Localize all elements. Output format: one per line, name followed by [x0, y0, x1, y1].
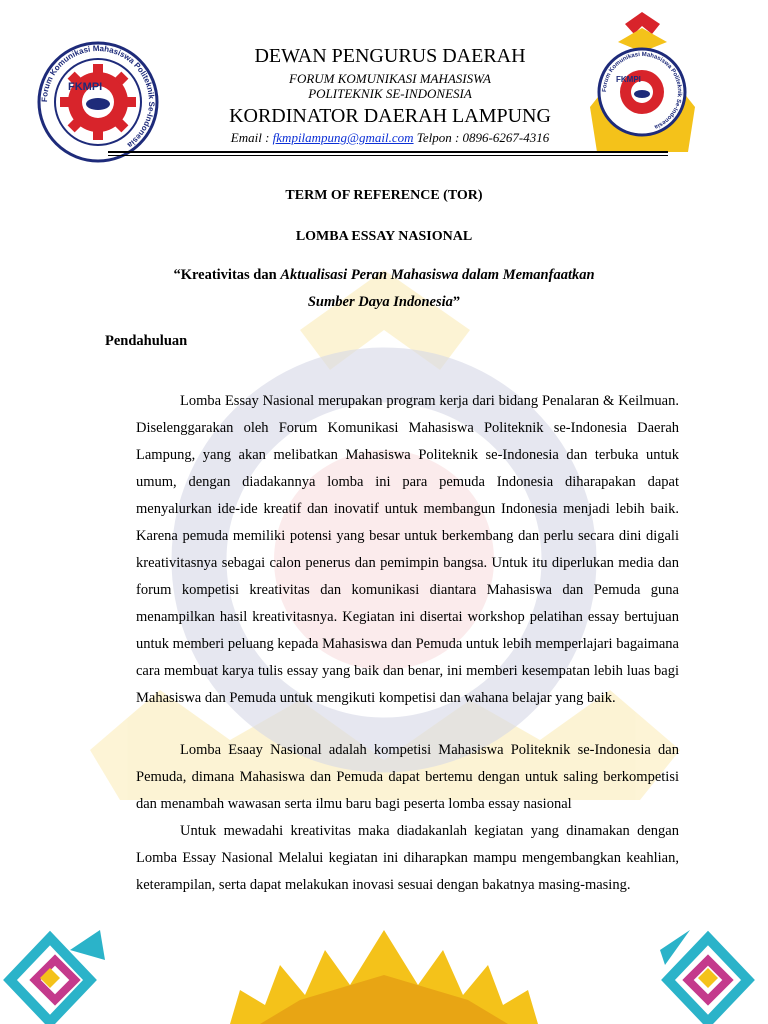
theme-italic-2: Sumber Daya Indonesia: [307, 294, 453, 310]
right-tapis-ornament: [660, 930, 748, 1022]
fkmpi-left-logo: [36, 40, 160, 164]
letterhead-org-line2: POLITEKNIK SE-INDONESIA: [308, 86, 472, 101]
email-link[interactable]: fkmpilampung@gmail.com: [272, 130, 414, 145]
theme-line-1: [0, 267, 768, 284]
header-divider-thick: [108, 151, 668, 153]
right-logo-ring-text: Forum Komunikasi Mahasiswa Politeknik Se-Indonesia: [601, 51, 683, 130]
letterhead-contact: [170, 130, 610, 145]
header-divider-thin: [108, 155, 668, 156]
left-tapis-ornament: [10, 930, 105, 1022]
theme-open: “Kreativitas dan: [173, 267, 281, 283]
right-logo-letters: FKMPI: [616, 75, 641, 84]
center-crown-ornament: [230, 930, 538, 1024]
letterhead-region: KORDINATOR DAERAH LAMPUNG: [229, 105, 551, 127]
section-heading: Pendahuluan: [105, 333, 188, 349]
event-title: LOMBA ESSAY NASIONAL: [295, 229, 473, 244]
letterhead-org-line1: FORUM KOMUNIKASI MAHASISWA: [289, 71, 491, 86]
left-logo-ring-text: Forum Komunikasi Mahasiswa Politeknik Se-Indonesia: [39, 43, 157, 150]
bottom-ornament: [0, 920, 768, 1024]
phone-text: Telpon : 0896-6267-4316: [413, 130, 550, 145]
paragraph-2: Lomba Esaay Nasional adalah kompetisi Mahasiswa Politeknik se-Indonesia dan Pemuda, dimana Mahasiswa dan Pemuda dapat bertemu dengan untuk saling berkompetisi dan menambah wawasan serta ilmu baru bagi peserta lomba essay nasional: [136, 742, 679, 812]
tor-title: TERM OF REFERENCE (TOR): [285, 188, 483, 203]
email-label: Email :: [230, 130, 273, 145]
theme-line-2: [0, 294, 768, 311]
left-logo-letters: FKMPI: [68, 81, 103, 93]
theme-close: ”: [452, 294, 461, 310]
paragraph-3: Untuk mewadahi kreativitas maka diadakanlah kegiatan yang dinamakan dengan Lomba Essay Nasional Melalui kegiatan ini diharapkan mampu mengembangkan keahlian, keterampilan, serta dapat melakukan inovasi sesuai dengan bakatnya masing-masing.: [136, 823, 679, 893]
theme-italic-1: Aktualisasi Peran Mahasiswa dalam Memanfaatkan: [280, 267, 595, 283]
letterhead-title: DEWAN PENGURUS DAERAH: [254, 45, 526, 67]
letterhead: [170, 44, 610, 145]
paragraph-1: Lomba Essay Nasional merupakan program kerja dari bidang Penalaran & Keilmuan. Diselenggarakan oleh Forum Komunikasi Mahasiswa Politeknik se-Indonesia Daerah Lampung, yang akan melibatkan Mahasiswa Politeknik se-Indonesia dan terbuka untuk umum, dengan diadakannya lomba ini para pemuda Indonesia diharapakan dapat menyalurkan ide-ide kreatif dan inovatif untuk membangun Indonesia menjadi lebih baik. Karena pemuda memiliki potensi yang besar untuk berkembang dan perlu secara dini digali kreativitasnya sebagai calon penerus dan pemimpin bangsa. Untuk itu diperlukan media dan forum kompetisi kreativitas dan komunikasi diantara Mahasiswa dan Pemuda guna menampilkan hasil kreativitasnya. Kegiatan ini disertai workshop pelatihan essay bertujuan untuk memberi peluang kepada Mahasiswa dan Pemuda untuk lebih memperlajari bagaimana cara membuat karya tulis essay yang baik dan benar, ini memberi kesempatan lebih luas bagi Mahasiswa dan Pemuda untuk mengikuti kompetisi dan wahana belajar yang baik.: [136, 393, 679, 706]
